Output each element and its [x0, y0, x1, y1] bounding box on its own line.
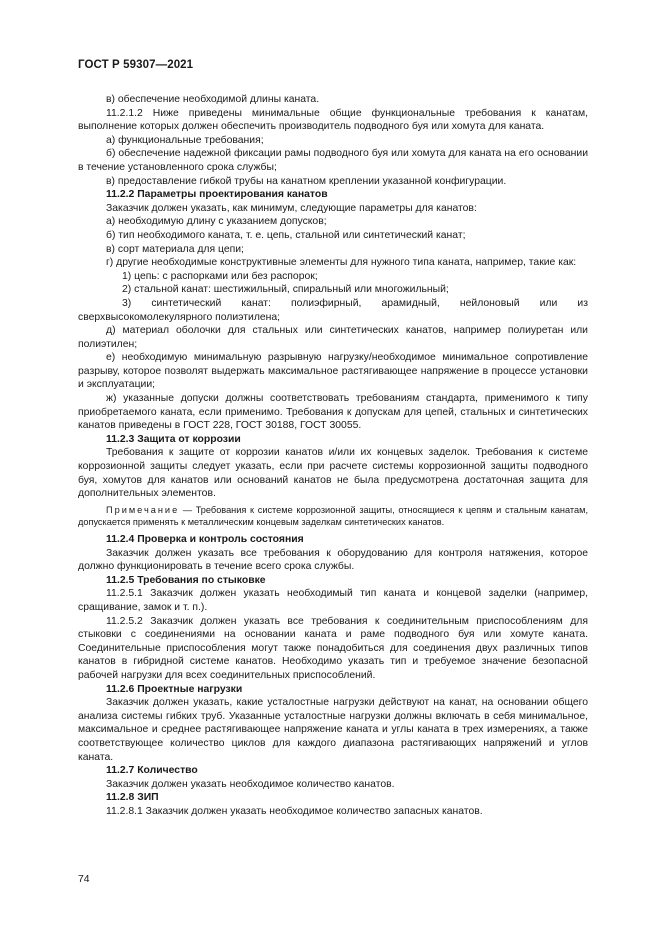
- paragraph: Заказчик должен указать, как минимум, следующие параметры для канатов:: [106, 202, 477, 214]
- section-heading: 11.2.2 Параметры проектирования канатов: [106, 189, 328, 201]
- document-header: ГОСТ Р 59307—2021: [78, 59, 194, 71]
- paragraph: 11.2.8.1 Заказчик должен указать необходимое количество запасных канатов.: [106, 805, 483, 817]
- section-heading: 11.2.8 ЗИП: [106, 792, 159, 804]
- sub-list-item: 1) цепь: с распорками или без распорок;: [122, 270, 318, 282]
- list-item: в) предоставление гибкой трубы на канатном креплении указанной конфигурации.: [106, 175, 507, 187]
- note-label: Примечание: [106, 504, 180, 515]
- section-heading: 11.2.4 Проверка и контроль состояния: [106, 534, 304, 545]
- paragraph: Требования к защите от коррозии канатов и/или их концевых заделок. Требования к системе коррозионной защиты следует указать, если при расчете системы коррозионной защиты подводного буя, хомутов для канатов или оснований канатов не была предусмотрена достаточная защита для дополнительных элементов.: [78, 447, 588, 500]
- list-item: в) сорт материала для цепи;: [106, 243, 244, 255]
- list-item: а) необходимую длину с указанием допусков;: [106, 216, 327, 228]
- paragraph: в) обеспечение необходимой длины каната.: [106, 94, 320, 105]
- sub-list-item: 3) синтетический канат: полиэфирный, арамидный, нейлоновый или из сверхвысокомолекулярного полиэтилена;: [78, 297, 588, 323]
- list-item: е) необходимую минимальную разрывную нагрузку/необходимое минимальное сопротивление разрыву, которое позволят выдержать максимальное растягивающее напряжение в процессе установки и эксплуатации;: [78, 352, 588, 391]
- list-item: ж) указанные допуски должны соответствовать требованиям стандарта, применимого к типу приобретаемого каната, если применимо. Требования к допускам для цепей, стальных и синтетических канатов приведены в ГОСТ 228, ГОСТ 30188, ГОСТ 30055.: [78, 393, 588, 432]
- paragraph: Заказчик должен указать все требования к оборудованию для контроля натяжения, которое должно функционировать в течение всего срока службы.: [78, 547, 588, 573]
- page-number: 74: [78, 874, 90, 885]
- section-heading: 11.2.3 Защита от коррозии: [106, 433, 241, 445]
- list-item: д) материал оболочки для стальных или синтетических канатов, например полиуретан или полиэтилен;: [78, 325, 588, 350]
- paragraph: 11.2.1.2 Ниже приведены минимальные общие функциональные требования к канатам, выполнение которых должен обеспечить производитель подводного буя или хомута для каната.: [78, 107, 588, 133]
- note: [78, 504, 588, 529]
- section-heading: 11.2.5 Требования по стыковке: [106, 574, 266, 586]
- paragraph: Заказчик должен указать, какие усталостные нагрузки действуют на канат, на основании общего анализа системы гибких труб. Указанные усталостные нагрузки должны включать в себя минимальное, максимальное и среднее растягивающее напряжение каната и углы каната в трех измерениях, а также соответствующее количество циклов для каждого диапазона растягивающих напряжений и углов каната.: [78, 697, 588, 763]
- list-item: б) обеспечение надежной фиксации рамы подводного буя или хомута для каната на его основании в течение установленного срока службы;: [78, 148, 588, 173]
- paragraph: Заказчик должен указать необходимое количество канатов.: [106, 778, 395, 790]
- document-body: [78, 93, 588, 818]
- section-heading: 11.2.7 Количество: [106, 765, 198, 777]
- list-item: а) функциональные требования;: [106, 134, 264, 146]
- list-item: г) другие необходимые конструктивные элементы для нужного типа каната, например, такие как:: [106, 257, 577, 269]
- list-item: б) тип необходимого каната, т. е. цепь, стальной или синтетический канат;: [106, 229, 466, 241]
- paragraph: 11.2.5.2 Заказчик должен указать все требования к соединительным приспособлениям для стыковки с соединениями на основании каната и раме подводного буя или хомуте каната. Соединительные приспособления могут также понадобиться для соединения двух различных типов канатов в гибридной системе канатов. Необходимо указать тип и требуемое значение безопасной рабочей нагрузки для всех соединительных приспособлений.: [78, 615, 588, 681]
- section-heading: 11.2.6 Проектные нагрузки: [106, 683, 243, 695]
- note-text: — Требования к системе коррозионной защиты, относящиеся к цепям и стальным канатам, допускается применять к металлическим концевым заделкам синтетических канатов.: [78, 504, 588, 528]
- sub-list-item: 2) стальной канат: шестижильный, спиральный или многожильный;: [122, 284, 449, 296]
- paragraph: 11.2.5.1 Заказчик должен указать необходимый тип каната и концевой заделки (например, сращивание, замок и т. п.).: [78, 588, 588, 613]
